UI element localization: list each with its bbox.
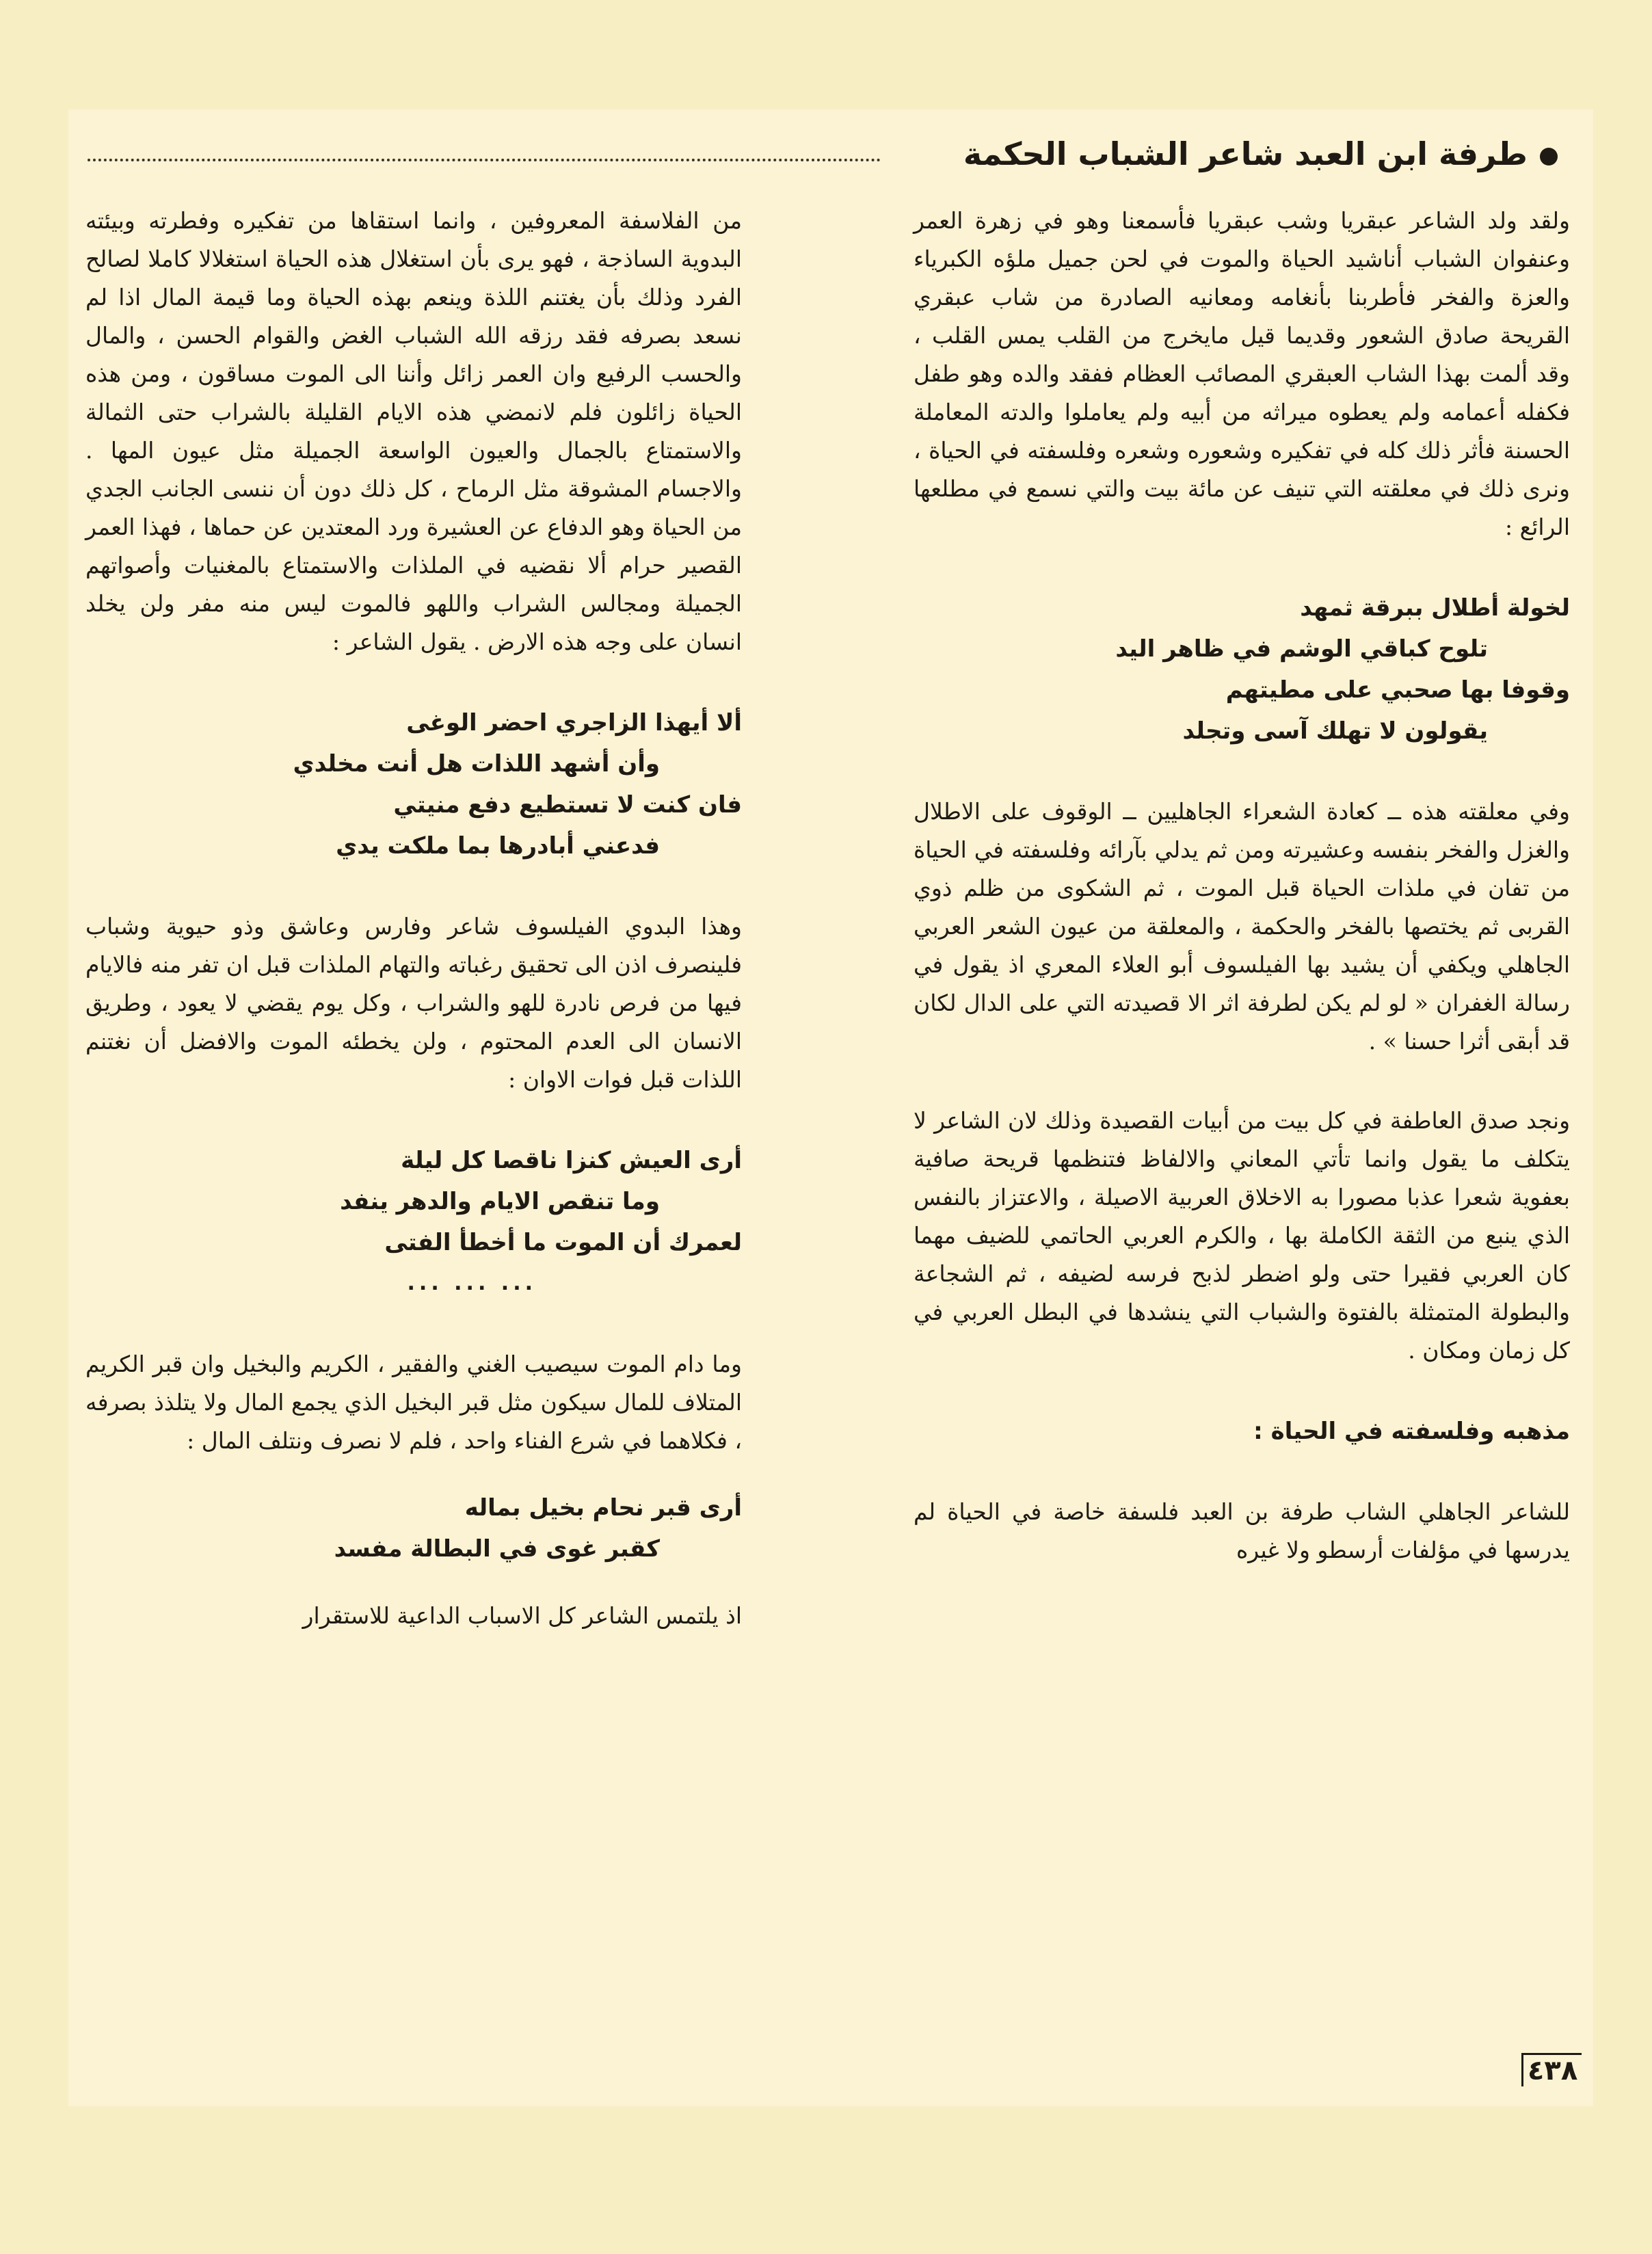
verse-block xyxy=(85,1487,742,1569)
right-column xyxy=(914,202,1570,1569)
header-dotted-rule xyxy=(88,159,881,161)
paragraph: وما دام الموت سيصيب الغني والفقير ، الكريم والبخيل وان قبر الكريم المتلاف للمال سيكون مثل قبر البخيل الذي يجمع المال ولا يتلذذ بصرفه ، فكلاهما في شرع الفناء واحد ، فلم لا نصرف ونتلف المال : xyxy=(85,1351,742,1454)
paragraph: وهذا البدوي الفيلسوف شاعر وفارس وعاشق وذو حيوية وشباب فلينصرف اذن الى تحقيق رغباته والتهام الملذات قبل ان تفر منه فالايام فيها من فرص نادرة للهو والشراب ، وكل يوم يقضي لا يعود ، وطريق الانسان الى العدم المحتوم ، ولن يخطئه الموت والافضل أن نغتنم اللذات قبل فوات الاوان : xyxy=(85,913,742,1093)
verse-line: لخولة أطلال ببرقة ثمهد xyxy=(1300,594,1570,622)
paragraph: ونجد صدق العاطفة في كل بيت من أبيات القصيدة وذلك لان الشاعر لا يتكلف ما يقول وانما تأتي المعاني والالفاظ فتنظمها قريحة صافية بعفوية شعرا عذبا مصورا به الاخلاق العربية الاصيلة ، والاعتزاز بالنفس الذي ينبع من الثقة الكاملة بها ، والكرم العربي الحاتمي للضيف مهما كان العربي فقيرا حتى ولو اضطر لذبح فرسه لضيفه ، ثم الشجاعة والبطولة المتمثلة بالفتوة والشباب التي ينشدها في البطل العربي في كل زمان ومكان . xyxy=(914,1107,1570,1364)
verse-line: أرى قبر نحام بخيل بماله xyxy=(464,1494,742,1522)
verse-line: لعمرك أن الموت ما أخطأ الفتى xyxy=(384,1229,742,1256)
verse-line: كقبر غوى في البطالة مفسد xyxy=(334,1535,660,1563)
verse-line: يقولون لا تهلك آسى وتجلد xyxy=(1182,717,1488,745)
page-number-text: ٤٣٨ xyxy=(1521,2053,1582,2086)
ellipsis-line: ... ... ... xyxy=(407,1271,537,1295)
article-header xyxy=(88,130,1558,178)
article-title-text: طرفة ابن العبد شاعر الشباب الحكمة xyxy=(963,135,1528,172)
left-column xyxy=(85,202,742,1635)
section-heading: مذهبه وفلسفته في الحياة : xyxy=(1253,1418,1570,1445)
verse-line: تلوح كباقي الوشم في ظاهر اليد xyxy=(1115,635,1488,663)
verse-line: ألا أيهذا الزاجري احضر الوغى xyxy=(406,709,742,737)
paragraph: من الفلاسفة المعروفين ، وانما استقاها من تفكيره وفطرته وبيئته البدوية الساذجة ، فهو يرى بأن استغلال هذه الحياة استغلالا كاملا لصالح الفرد وذلك بأن يغتنم اللذة وينعم بهذه الحياة وما قيمة المال اذا لم نسعد بصرفه فقد رزقه الله الشباب الغض والقوام الحسن ، والمال والحسب الرفيع وان العمر زائل وأننا الى الموت مساقون ، ومن هذه الحياة زائلون فلم لانمضي هذه الايام القليلة بالشراب حتى الثمالة والاستمتاع بالجمال والعيون الواسعة الجميلة مثل عيون المها . والاجسام المشوقة مثل الرماح ، كل ذلك دون أن ننسى الجانب الجدي من الحياة وهو الدفاع عن العشيرة ورد المعتدين عن حماها ، فهذا العمر القصير حرام ألا نقضيه في الملذات والاستمتاع بالمغنيات وأصواتهم الجميلة ومجالس الشراب واللهو فالموت ليس منه مفر ولن يخلد انسان على وجه هذه الارض . يقول الشاعر : xyxy=(85,207,742,655)
article-title xyxy=(874,130,1558,178)
verse-line: فدعني أبادرها بما ملكت يدي xyxy=(336,832,660,860)
verse-line: وما تنقص الايام والدهر ينفد xyxy=(340,1188,660,1215)
paragraph: للشاعر الجاهلي الشاب طرفة بن العبد فلسفة خاصة في الحياة لم يدرسها في مؤلفات أرسطو ولا غيره xyxy=(914,1498,1570,1563)
paragraph: ولقد ولد الشاعر عبقريا وشب عبقريا فأسمعنا وهو في زهرة العمر وعنفوان الشباب أناشيد الحياة والموت في لحن جميل ملؤه الكبرياء والعزة والفخر فأطربنا بأنغامه ومعانيه الصادرة من شاب عبقري القريحة صادق الشعور وقديما قيل مايخرج من القلب يمس القلب ، وقد ألمت بهذا الشاب العبقري المصائب العظام ففقد والده وهو طفل فكفله أعمامه ولم يعطوه ميراثه من أبيه ولم يعاملوا والدته المعاملة الحسنة فأثر ذلك كله في تفكيره وشعوره وشعره وفلسفته في الحياة ، ونرى ذلك في معلقته التي تنيف عن مائة بيت والتي نسمع في مطلعها الرائع : xyxy=(914,207,1570,540)
verse-line: أرى العيش كنزا ناقصا كل ليلة xyxy=(401,1147,742,1174)
bullet-icon xyxy=(1540,148,1558,165)
verse-line: وقوفا بها صحبي على مطيتهم xyxy=(1225,676,1570,704)
paragraph: وفي معلقته هذه ــ كعادة الشعراء الجاهليين ــ الوقوف على الاطلال والغزل والفخر بنفسه وعشيرته ومن ثم يدلي بآرائه وفلسفته في الحياة من تفان في ملذات الحياة قبل الموت ، ثم الشكوى من ظلم ذوي القربى ثم يختصها بالفخر والحكمة ، والمعلقة من عيون الشعر العربي الجاهلي ويكفي أن يشيد بها الفيلسوف أبو العلاء المعري اذ يقول في رسالة الغفران « لو لم يكن لطرفة اثر الا قصيدته التي على الدال لكان قد أبقى أثرا حسنا » . xyxy=(914,798,1570,1055)
verse-block xyxy=(914,587,1570,752)
page-number xyxy=(1521,2055,1582,2086)
verse-line: وأن أشهد اللذات هل أنت مخلدي xyxy=(293,750,660,778)
verse-block xyxy=(85,1140,742,1304)
verse-block xyxy=(85,702,742,866)
verse-line: فان كنت لا تستطيع دفع منيتي xyxy=(393,791,742,819)
paragraph: اذ يلتمس الشاعر كل الاسباب الداعية للاستقرار xyxy=(302,1602,742,1629)
